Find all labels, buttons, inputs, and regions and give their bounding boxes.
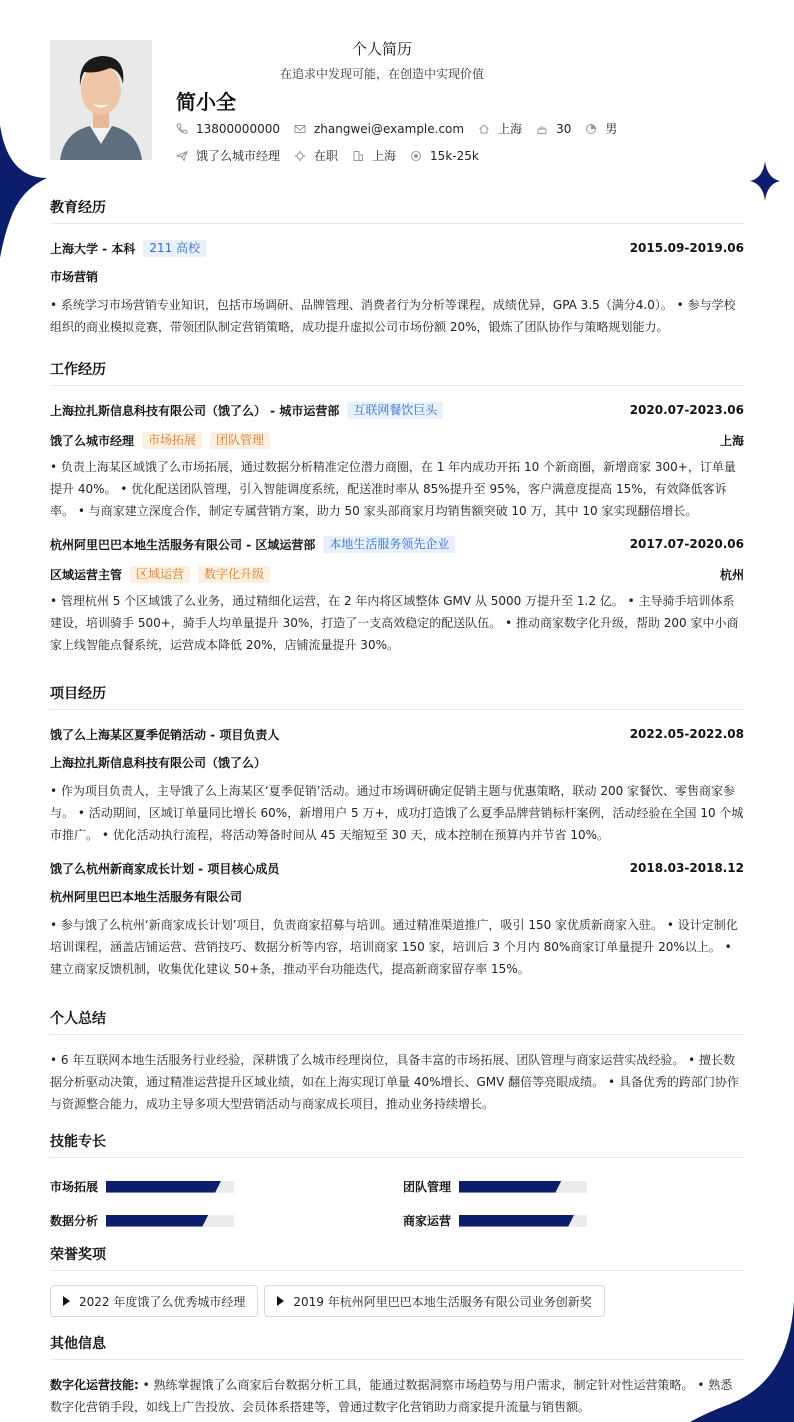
skill-item: [50, 1212, 234, 1229]
phone-value: 13800000000: [196, 121, 280, 136]
work-header-row: [50, 400, 744, 420]
skill-bar: [106, 1181, 234, 1193]
contact-info-row: [176, 120, 631, 137]
work-desc: • 管理杭州 5 个区域饿了么业务，通过精细化运营，在 2 年内将区域整体 GMV 从 5000 万提升至 1.2 亿。 • 主导骑手培训体系建设，培训骑手 500+，骑手人均单量提升 30%，打造了一支高效稳定的配送队伍。 • 推动商家数字化升级，帮助 200 家中小商家上线智能点餐系统，运营成本降低 20%，店铺流量提升 30%。: [50, 594, 739, 652]
school-name: 上海大学 - 本科: [50, 241, 136, 256]
skill-bar: [459, 1215, 587, 1227]
age-value: 30: [556, 121, 572, 136]
work-role-row: [50, 564, 744, 584]
age-info: [536, 122, 571, 136]
skill-label: 商家运营: [403, 1214, 452, 1228]
project-period: 2022.05-2022.08: [629, 727, 744, 741]
skill-bar-fill: [459, 1181, 561, 1193]
education-period: 2015.09-2019.06: [629, 241, 744, 255]
phone-icon: [176, 123, 188, 135]
resume-motto: 在追求中发现可能，在创造中实现价值: [279, 67, 484, 81]
company-name: 杭州阿里巴巴本地生活服务有限公司 - 区域运营部: [50, 537, 316, 552]
education-header-row: [50, 238, 744, 258]
projects-title: 项目经历: [50, 683, 744, 710]
work-title: 工作经历: [50, 359, 744, 386]
email-value: zhangwei@example.com: [313, 121, 465, 136]
project-org: 上海拉扎斯信息科技有限公司（饿了么）: [50, 756, 267, 770]
other-label: 数字化运营技能:: [50, 1378, 139, 1392]
other-desc: • 熟练掌握饿了么商家后台数据分析工具，能通过数据洞察市场趋势与用户需求，制定针对性运营策略。 • 熟悉数字化营销手段，如线上广告投放、会员体系搭建等，曾通过数字化营销助力商家提升流量与销售额。: [50, 1378, 733, 1414]
role-tag: 团队管理: [210, 432, 270, 449]
sparkle-star-icon: [750, 161, 780, 201]
status-info: [294, 147, 338, 164]
project-org: 杭州阿里巴巴本地生活服务有限公司: [50, 890, 243, 904]
gender-icon: [585, 123, 597, 135]
job-role: 区域运营主管: [50, 567, 123, 582]
skill-bar: [106, 1215, 234, 1227]
skill-bar-fill: [106, 1215, 208, 1227]
education-item: [50, 238, 744, 338]
city-info: [478, 120, 522, 137]
triangle-right-icon: [277, 1296, 284, 1306]
home-icon: [478, 123, 490, 135]
education-desc: • 系统学习市场营销专业知识，包括市场调研、品牌管理、消费者行为分析等课程，成绩优异，GPA 3.5（满分4.0）。 • 参与学校组织的商业模拟竞赛，带领团队制定营销策略，成功提升虚拟公司市场份额 20%，锻炼了团队协作与策略规划能力。: [50, 298, 736, 334]
education-title: 教育经历: [50, 197, 744, 224]
work-item: [50, 400, 744, 522]
company-tag: 互联网餐饮巨头: [347, 402, 443, 419]
work-location: 上海: [719, 433, 744, 448]
work-item: [50, 534, 744, 656]
company-tag: 本地生活服务领先企业: [323, 536, 455, 553]
project-desc: • 作为项目负责人，主导饿了么上海某区‘夏季促销’活动。通过市场调研确定促销主题与优惠策略，联动 200 家餐饮、零售商家参与。 • 活动期间，区域订单量同比增长 60%，新增用户 5 万+，成功打造饿了么夏季品牌营销标杆案例，活动经验在全国 10 个城市推广。 • 优化活动执行流程，将活动筹备时间从 45 天缩短至 30 天，成本控制在预算内并节省 10%。: [50, 784, 744, 842]
target-city-value: 上海: [372, 149, 397, 163]
skills-section: [50, 1131, 744, 1242]
project-item: [50, 858, 744, 980]
education-major: 市场营销: [50, 270, 99, 284]
honors-title: 荣誉奖项: [50, 1244, 744, 1271]
target-city-info: [352, 147, 396, 164]
skill-item: [403, 1178, 587, 1195]
coin-icon: [410, 150, 422, 162]
resume-header: [50, 0, 744, 190]
role-tag: 数字化升级: [198, 566, 270, 583]
skill-item: [403, 1212, 587, 1229]
salary-info: [410, 149, 479, 163]
skill-item: [50, 1178, 234, 1195]
city-value: 上海: [498, 122, 523, 136]
resume-title: 个人简历: [351, 40, 412, 58]
honors-list: [50, 1285, 744, 1317]
project-name: 饿了么杭州新商家成长计划 - 项目核心成员: [50, 861, 280, 876]
salary-value: 15k-25k: [430, 148, 479, 163]
phone-info: [176, 122, 280, 136]
award-label: 2022 年度饿了么优秀城市经理: [79, 1294, 246, 1309]
skill-label: 市场拓展: [50, 1180, 99, 1194]
role-tag: 区域运营: [130, 566, 190, 583]
role-tag: 市场拓展: [142, 432, 202, 449]
work-desc: • 负责上海某区域饿了么市场拓展，通过数据分析精准定位潜力商圈，在 1 年内成功开拓 10 个新商圈，新增商家 300+，订单量提升 40%。 • 优化配送团队管理，引入智能调度系统，配送准时率从 85%提升至 95%，客户满意度提高 15%，有效降低客诉率。 • 与商家建立深度合作，制定专属营销方案，助力 50 家头部商家月均销售额突破 10 万，其中 10 家实现翻倍增长。: [50, 460, 736, 518]
triangle-right-icon: [63, 1296, 70, 1306]
project-item: [50, 724, 744, 846]
resume-page: [50, 0, 744, 1414]
summary-section: [50, 1008, 744, 1115]
projects-section: [50, 683, 744, 992]
job-role: 饿了么城市经理: [50, 433, 135, 448]
project-period: 2018.03-2018.12: [629, 861, 744, 875]
target-job-info: [176, 147, 280, 164]
mail-icon: [294, 123, 306, 135]
gender-value: 男: [605, 122, 618, 136]
school-tag: 211 高校: [143, 240, 206, 257]
education-section: [50, 197, 744, 350]
summary-title: 个人总结: [50, 1008, 744, 1035]
project-desc: • 参与饿了么杭州‘新商家成长计划’项目，负责商家招募与培训。通过精准渠道推广，吸引 150 家优质新商家入驻。 • 设计定制化培训课程，涵盖店铺运营、营销技巧、数据分析等内容，培训商家 150 家，培训后 3 个月内 80%商家订单量提升 20%以上。 • 建立商家反馈机制，收集优化建议 50+条，推动平台功能迭代，提高新商家留存率 15%。: [50, 918, 738, 976]
skill-label: 团队管理: [403, 1180, 452, 1194]
skill-bar: [459, 1181, 587, 1193]
project-header-row: [50, 858, 744, 878]
candidate-name: 简小全: [176, 90, 236, 114]
honors-section: [50, 1244, 744, 1317]
award-item: [50, 1285, 258, 1317]
gender-info: [585, 120, 617, 137]
work-period: 2020.07-2023.06: [629, 403, 744, 417]
work-period: 2017.07-2020.06: [629, 537, 744, 551]
skill-label: 数据分析: [50, 1214, 99, 1228]
summary-desc: • 6 年互联网本地生活服务行业经验，深耕饿了么城市经理岗位，具备丰富的市场拓展、团队管理与商家运营实战经验。 • 擅长数据分析驱动决策，通过精准运营提升区域业绩，如在上海实现订单量 40%增长、GMV 翻倍等亮眼成绩。 • 具备优秀的跨部门协作与资源整合能力，成功主导多项大型营销活动与商家成长项目，推动业务持续增长。: [50, 1053, 739, 1111]
skills-title: 技能专长: [50, 1131, 744, 1158]
gear-icon: [294, 150, 306, 162]
skill-bar-fill: [459, 1215, 574, 1227]
work-role-row: [50, 430, 744, 450]
paper-plane-icon: [176, 150, 188, 162]
other-section: [50, 1333, 744, 1418]
award-item: [264, 1285, 604, 1317]
company-name: 上海拉扎斯信息科技有限公司（饿了么） - 城市运营部: [50, 403, 340, 418]
work-location: 杭州: [719, 567, 744, 582]
skill-bar-fill: [106, 1181, 221, 1193]
building-icon: [352, 150, 364, 162]
other-title: 其他信息: [50, 1333, 744, 1360]
work-section: [50, 359, 744, 668]
skills-grid: [50, 1172, 744, 1242]
status-value: 在职: [314, 149, 339, 163]
job-intent-row: [176, 147, 493, 164]
cake-icon: [536, 123, 548, 135]
work-header-row: [50, 534, 744, 554]
project-header-row: [50, 724, 744, 744]
target-job-value: 饿了么城市经理: [196, 149, 281, 163]
other-info: [50, 1374, 744, 1418]
email-info: [294, 122, 464, 136]
award-label: 2019 年杭州阿里巴巴本地生活服务有限公司业务创新奖: [293, 1294, 592, 1309]
project-name: 饿了么上海某区夏季促销活动 - 项目负责人: [50, 727, 280, 742]
